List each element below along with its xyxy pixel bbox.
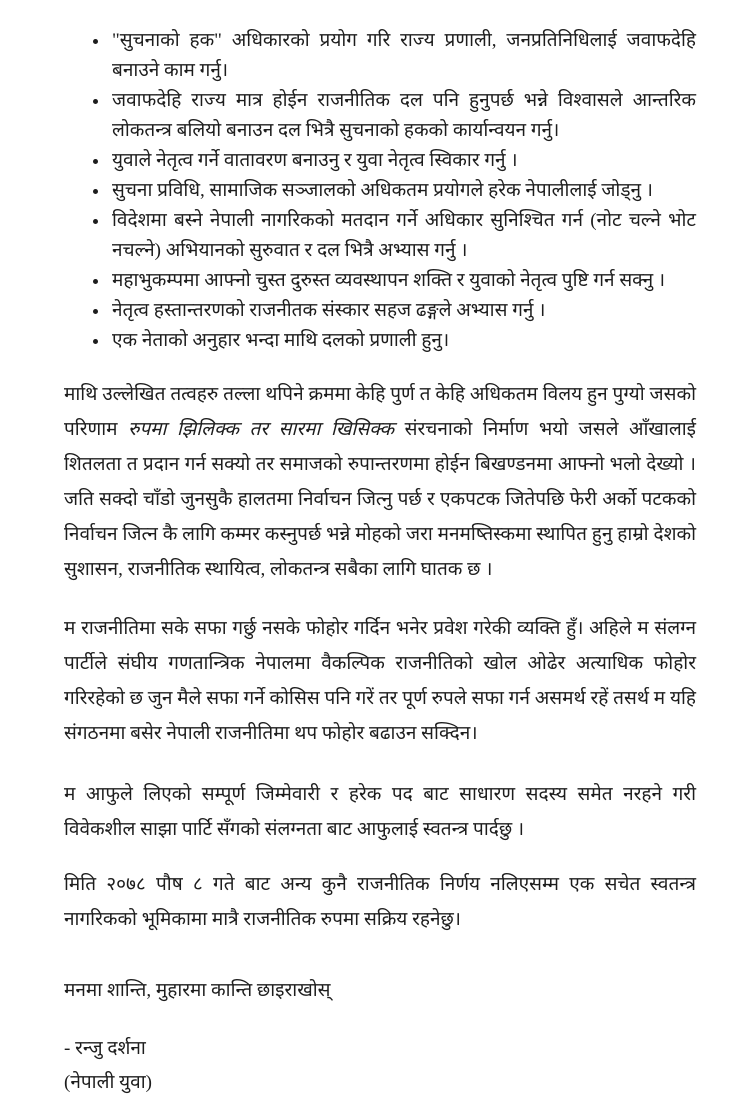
bullet-item-1: • "सुचनाको हक" अधिकारको प्रयोग गरि राज्य प्रणाली, जनप्रतिनिधिलाई जवाफदेहि बनाउने काम गर्नु। (110, 26, 696, 86)
bullet-list (64, 26, 696, 356)
signature-affiliation: (नेपाली युवा) (64, 1072, 152, 1093)
paragraph-analysis-italic-phrase: रुपमा झिलिक्क तर सारमा खिसिक्क (128, 419, 395, 440)
paragraph-resignation: म आफुले लिएको सम्पूर्ण जिम्मेवारी र हरेक पद बाट साधारण सदस्य समेत नरहने गरी विवेकशील साझा पार्टि सँगको संलग्नता बाट आफुलाई स्वतन्त्र पार्दछु । (64, 784, 696, 840)
bullet-item-7: • नेतृत्व हस्तान्तरणको राजनीतक संस्कार सहज ढङ्गले अभ्यास गर्नु । (110, 296, 696, 326)
paragraph-future-role: मिति २०७८ पौष ८ गते बाट अन्य कुनै राजनीतिक निर्णय नलिएसम्म एक सचेत स्वतन्त्र नागरिकको भूमिकामा मात्रै राजनीतिक रुपमा सक्रिय रहनेछु। (64, 874, 696, 930)
bullet-item-8: • एक नेताको अनुहार भन्दा माथि दलको प्रणाली हुनु। (110, 326, 696, 356)
closing-blessing: मनमा शान्ति, मुहारमा कान्ति छाइराखोस् (64, 980, 331, 1001)
paragraph-personal-statement: म राजनीतिमा सके सफा गर्छु नसके फोहोर गर्दिन भनेर प्रवेश गरेकी व्यक्ति हुँ। अहिले म संलग्न पार्टीले संघीय गणतान्त्रिक नेपालमा वैकल्पिक राजनीतिको खोल ओढेर अत्याधिक फोहोर गरिरहेको छ जुन मैले सफा गर्ने कोसिस पनि गरें तर पूर्ण रुपले सफा गर्न असमर्थ रहें तसर्थ म यहि संगठनमा बसेर नेपाली राजनीतिमा थप फोहोर बढाउन सक्दिन। (64, 618, 696, 744)
signature-name: - रन्जु दर्शना (64, 1038, 146, 1059)
paragraph-analysis (64, 377, 696, 587)
bullet-item-3: • युवाले नेतृत्व गर्ने वातावरण बनाउनु र युवा नेतृत्व स्विकार गर्नु । (110, 146, 696, 176)
bullet-item-2: • जवाफदेहि राज्य मात्र होईन राजनीतिक दल पनि हुनुपर्छ भन्ने विश्वासले आन्तरिक लोकतन्त्र बलियो बनाउन दल भित्रै सुचनाको हकको कार्यान्वयन गर्नु। (110, 86, 696, 146)
bullet-item-6: • महाभुकम्पमा आफ्नो चुस्त दुरुस्त व्यवस्थापन शक्ति र युवाको नेतृत्व पुष्टि गर्न सक्नु । (110, 266, 696, 296)
paragraph-analysis-lead: माथि उल्लेखित तत्वहरु तल्ला थपिने क्रममा केहि पुर्ण त केहि अधिकतम विलय हुन पुग्यो जसको परिणाम (64, 384, 696, 440)
paragraph-analysis-rest: संरचनाको निर्माण भयो जसले आँखालाई शितलता त प्रदान गर्न सक्यो तर समाजको रुपान्तरणमा होईन बिखण्डनमा आफ्नो भलो देख्यो । जति सक्दो चाँडो जुनसुकै हालतमा निर्वाचन जित्नु पर्छ र एकपटक जितेपछि फेरी अर्को पटकको निर्वाचन जित्न कै लागि कम्मर कस्नुपर्छ भन्ने मोहको जरा मनमष्तिस्कमा स्थापित हुनु हाम्रो देशको सुशासन, राजनीतिक स्थायित्व, लोकतन्त्र सबैका लागि घातक छ । (64, 419, 696, 580)
bullet-item-4: • सुचना प्रविधि, सामाजिक सञ्जालको अधिकतम प्रयोगले हरेक नेपालीलाई जोड्नु । (110, 176, 696, 206)
bullet-item-5: • विदेशमा बस्ने नेपाली नागरिकको मतदान गर्ने अधिकार सुनिश्चित गर्न (नोट चल्ने भोट नचल्ने) अभियानको सुरुवात र दल भित्रै अभ्यास गर्नु । (110, 206, 696, 266)
